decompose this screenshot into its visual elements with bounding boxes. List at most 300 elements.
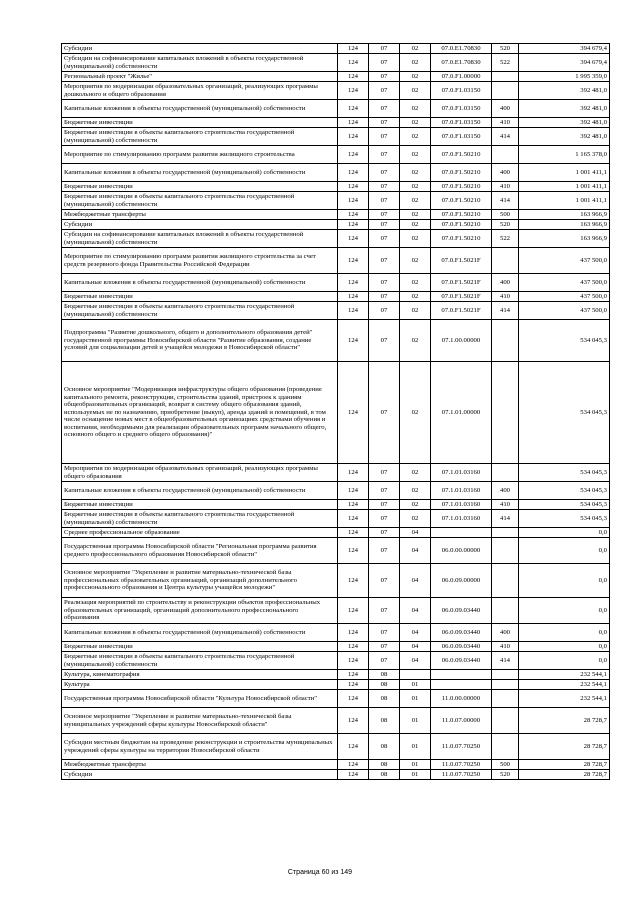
row-expense-type: 500 bbox=[492, 210, 519, 220]
row-target-code: 07.0.F1.50210 bbox=[431, 230, 492, 248]
row-name: Межбюджетные трансферты bbox=[62, 210, 338, 220]
row-subsection-code: 04 bbox=[400, 564, 431, 598]
row-section-code: 07 bbox=[369, 500, 400, 510]
row-expense-type: 414 bbox=[492, 302, 519, 320]
row-section-code: 07 bbox=[369, 362, 400, 464]
row-amount: 28 728,7 bbox=[519, 760, 610, 770]
row-section-code: 07 bbox=[369, 320, 400, 362]
row-amount: 1 001 411,1 bbox=[519, 182, 610, 192]
row-section-code: 08 bbox=[369, 690, 400, 708]
row-target-code: 07.0.F1.50210 bbox=[431, 192, 492, 210]
row-name: Региональный проект "Жилье" bbox=[62, 72, 338, 82]
row-amount: 534 045,3 bbox=[519, 500, 610, 510]
row-subsection-code: 02 bbox=[400, 362, 431, 464]
row-ministry-code: 124 bbox=[338, 642, 369, 652]
row-expense-type bbox=[492, 72, 519, 82]
row-amount: 1 001 411,1 bbox=[519, 192, 610, 210]
row-expense-type bbox=[492, 248, 519, 274]
row-section-code: 08 bbox=[369, 708, 400, 734]
row-target-code: 07.0.F1.50210 bbox=[431, 146, 492, 164]
row-ministry-code: 124 bbox=[338, 220, 369, 230]
row-ministry-code: 124 bbox=[338, 210, 369, 220]
row-section-code: 08 bbox=[369, 734, 400, 760]
row-ministry-code: 124 bbox=[338, 528, 369, 538]
row-name: Капитальные вложения в объекты государственной (муниципальной) собственности bbox=[62, 624, 338, 642]
row-section-code: 07 bbox=[369, 54, 400, 72]
table-row bbox=[62, 230, 610, 248]
row-target-code: 06.0.09.03440 bbox=[431, 652, 492, 670]
row-name: Подпрограмма "Развитие дошкольного, общего и дополнительного образования детей" государственной программы Новосибирской области "Развитие образования, создание условий для социализации детей и учащейся молодежи в Новосибирской области" bbox=[62, 320, 338, 362]
row-amount: 28 728,7 bbox=[519, 734, 610, 760]
row-name: Основное мероприятие "Укрепление и развитие материально-технической базы профессиональных образовательных организаций, организаций дополнительного профессионального образования и Центра культуры учащейся молодежи" bbox=[62, 564, 338, 598]
row-subsection-code: 04 bbox=[400, 538, 431, 564]
row-name: Бюджетные инвестиции в объекты капитального строительства государственной (муниципальной) собственности bbox=[62, 302, 338, 320]
row-ministry-code: 124 bbox=[338, 128, 369, 146]
row-expense-type: 522 bbox=[492, 54, 519, 72]
row-target-code: 07.1.01.03160 bbox=[431, 500, 492, 510]
row-target-code: 11.0.07.00000 bbox=[431, 708, 492, 734]
row-name: Культура bbox=[62, 680, 338, 690]
row-target-code: 07.0.F1.00000 bbox=[431, 72, 492, 82]
row-amount: 392 481,0 bbox=[519, 128, 610, 146]
row-amount: 232 544,1 bbox=[519, 690, 610, 708]
row-target-code: 06.0.00.00000 bbox=[431, 538, 492, 564]
row-subsection-code: 02 bbox=[400, 192, 431, 210]
table-row bbox=[62, 760, 610, 770]
row-name: Государственная программа Новосибирской области "Культура Новосибирской области" bbox=[62, 690, 338, 708]
row-target-code: 06.0.09.03440 bbox=[431, 624, 492, 642]
row-ministry-code: 124 bbox=[338, 54, 369, 72]
row-expense-type: 400 bbox=[492, 100, 519, 118]
budget-table bbox=[61, 43, 610, 780]
row-expense-type bbox=[492, 680, 519, 690]
row-name: Реализация мероприятий по строительству и реконструкции объектов профессиональных образовательных организаций, организаций дополнительного профессионального образования bbox=[62, 598, 338, 624]
row-amount: 534 045,3 bbox=[519, 482, 610, 500]
row-name: Мероприятия по модернизации образовательных организаций, реализующих программы дошкольного и общего образования bbox=[62, 82, 338, 100]
row-ministry-code: 124 bbox=[338, 690, 369, 708]
table-row bbox=[62, 192, 610, 210]
row-expense-type: 414 bbox=[492, 192, 519, 210]
row-amount: 437 500,0 bbox=[519, 248, 610, 274]
row-ministry-code: 124 bbox=[338, 44, 369, 54]
row-expense-type bbox=[492, 82, 519, 100]
row-target-code: 07.0.E1.70830 bbox=[431, 54, 492, 72]
row-name: Бюджетные инвестиции bbox=[62, 118, 338, 128]
row-section-code: 07 bbox=[369, 192, 400, 210]
row-amount: 0,0 bbox=[519, 564, 610, 598]
row-ministry-code: 124 bbox=[338, 230, 369, 248]
row-subsection-code: 02 bbox=[400, 482, 431, 500]
row-expense-type bbox=[492, 708, 519, 734]
row-ministry-code: 124 bbox=[338, 734, 369, 760]
table-row bbox=[62, 182, 610, 192]
row-name: Бюджетные инвестиции bbox=[62, 642, 338, 652]
row-section-code: 07 bbox=[369, 164, 400, 182]
table-row bbox=[62, 500, 610, 510]
row-subsection-code: 02 bbox=[400, 510, 431, 528]
table-row bbox=[62, 770, 610, 780]
row-name: Бюджетные инвестиции в объекты капитального строительства государственной (муниципальной) собственности bbox=[62, 192, 338, 210]
table-row bbox=[62, 624, 610, 642]
row-amount: 1 001 411,1 bbox=[519, 164, 610, 182]
row-subsection-code: 02 bbox=[400, 72, 431, 82]
row-subsection-code: 02 bbox=[400, 182, 431, 192]
row-subsection-code: 02 bbox=[400, 274, 431, 292]
row-amount: 437 500,0 bbox=[519, 302, 610, 320]
row-target-code: 07.1.01.03160 bbox=[431, 510, 492, 528]
row-subsection-code: 02 bbox=[400, 230, 431, 248]
table-row bbox=[62, 100, 610, 118]
row-section-code: 07 bbox=[369, 464, 400, 482]
row-target-code: 07.0.F1.03150 bbox=[431, 100, 492, 118]
row-ministry-code: 124 bbox=[338, 482, 369, 500]
row-target-code: 07.0.F1.50210 bbox=[431, 182, 492, 192]
row-subsection-code: 01 bbox=[400, 690, 431, 708]
row-expense-type: 410 bbox=[492, 642, 519, 652]
row-target-code: 06.0.09.03440 bbox=[431, 642, 492, 652]
table-row bbox=[62, 642, 610, 652]
row-name: Субсидии на софинансирование капитальных вложений в объекты государственной (муниципальной) собственности bbox=[62, 230, 338, 248]
row-name: Субсидии bbox=[62, 44, 338, 54]
row-amount: 437 500,0 bbox=[519, 274, 610, 292]
row-expense-type: 400 bbox=[492, 482, 519, 500]
table-row bbox=[62, 362, 610, 464]
row-target-code: 07.1.00.00000 bbox=[431, 320, 492, 362]
table-row bbox=[62, 82, 610, 100]
row-subsection-code: 01 bbox=[400, 708, 431, 734]
row-section-code: 08 bbox=[369, 680, 400, 690]
table-row bbox=[62, 652, 610, 670]
table-row bbox=[62, 164, 610, 182]
table-body bbox=[62, 44, 610, 780]
row-name: Бюджетные инвестиции bbox=[62, 292, 338, 302]
row-name: Капитальные вложения в объекты государственной (муниципальной) собственности bbox=[62, 482, 338, 500]
row-section-code: 07 bbox=[369, 598, 400, 624]
row-expense-type bbox=[492, 528, 519, 538]
row-subsection-code: 02 bbox=[400, 220, 431, 230]
row-ministry-code: 124 bbox=[338, 760, 369, 770]
row-expense-type bbox=[492, 464, 519, 482]
row-section-code: 07 bbox=[369, 292, 400, 302]
row-section-code: 07 bbox=[369, 210, 400, 220]
row-subsection-code: 02 bbox=[400, 320, 431, 362]
row-section-code: 08 bbox=[369, 670, 400, 680]
table-row bbox=[62, 464, 610, 482]
row-section-code: 07 bbox=[369, 652, 400, 670]
row-name: Капитальные вложения в объекты государственной (муниципальной) собственности bbox=[62, 100, 338, 118]
row-expense-type: 520 bbox=[492, 770, 519, 780]
row-ministry-code: 124 bbox=[338, 362, 369, 464]
table-row bbox=[62, 248, 610, 274]
row-section-code: 07 bbox=[369, 44, 400, 54]
row-amount: 28 728,7 bbox=[519, 770, 610, 780]
row-name: Субсидии на софинансирование капитальных вложений в объекты государственной (муниципальной) собственности bbox=[62, 54, 338, 72]
row-subsection-code: 04 bbox=[400, 642, 431, 652]
row-ministry-code: 124 bbox=[338, 708, 369, 734]
row-expense-type bbox=[492, 598, 519, 624]
table-row bbox=[62, 564, 610, 598]
row-name: Основное мероприятие "Укрепление и развитие материально-технической базы муниципальных учреждений сферы культуры Новосибирской области" bbox=[62, 708, 338, 734]
row-target-code bbox=[431, 680, 492, 690]
row-target-code: 07.0.F1.03150 bbox=[431, 118, 492, 128]
row-amount: 437 500,0 bbox=[519, 292, 610, 302]
row-subsection-code: 01 bbox=[400, 760, 431, 770]
row-amount: 1 165 378,0 bbox=[519, 146, 610, 164]
row-subsection-code: 02 bbox=[400, 100, 431, 118]
row-expense-type bbox=[492, 320, 519, 362]
row-expense-type: 410 bbox=[492, 500, 519, 510]
row-ministry-code: 124 bbox=[338, 72, 369, 82]
row-target-code: 07.0.F1.50210 bbox=[431, 220, 492, 230]
row-section-code: 08 bbox=[369, 770, 400, 780]
row-target-code: 07.0.E1.70830 bbox=[431, 44, 492, 54]
row-amount: 0,0 bbox=[519, 598, 610, 624]
row-target-code: 07.1.01.03160 bbox=[431, 482, 492, 500]
row-subsection-code: 02 bbox=[400, 54, 431, 72]
table-row bbox=[62, 598, 610, 624]
row-amount: 394 679,4 bbox=[519, 44, 610, 54]
row-amount: 28 728,7 bbox=[519, 708, 610, 734]
table-row bbox=[62, 72, 610, 82]
row-expense-type: 500 bbox=[492, 760, 519, 770]
row-section-code: 07 bbox=[369, 538, 400, 564]
row-amount: 163 966,9 bbox=[519, 210, 610, 220]
row-section-code: 07 bbox=[369, 220, 400, 230]
row-expense-type: 414 bbox=[492, 128, 519, 146]
row-ministry-code: 124 bbox=[338, 500, 369, 510]
row-section-code: 07 bbox=[369, 642, 400, 652]
table-row bbox=[62, 44, 610, 54]
row-expense-type bbox=[492, 564, 519, 598]
row-amount: 1 995 359,0 bbox=[519, 72, 610, 82]
row-section-code: 07 bbox=[369, 482, 400, 500]
row-ministry-code: 124 bbox=[338, 670, 369, 680]
row-name: Основное мероприятие "Модернизация инфраструктуры общего образования (проведение капитального ремонта, реконструкции, строительства зданий, пристроек к зданиям общеобразовательных организаций, возврат в систему общего образования зданий, используемых не по назначению, приобретение (выкуп), аренда зданий и помещений, в том числе оснащение новых мест в общеобразовательных организациях средствами обучения и воспитания, необходимыми для реализации образовательных программ начального общего, основного общего и среднего общего образования)" bbox=[62, 362, 338, 464]
row-subsection-code: 02 bbox=[400, 464, 431, 482]
row-amount: 0,0 bbox=[519, 652, 610, 670]
row-ministry-code: 124 bbox=[338, 292, 369, 302]
row-ministry-code: 124 bbox=[338, 274, 369, 292]
row-section-code: 07 bbox=[369, 118, 400, 128]
row-name: Субсидии bbox=[62, 770, 338, 780]
row-expense-type bbox=[492, 690, 519, 708]
table-row bbox=[62, 690, 610, 708]
row-expense-type bbox=[492, 538, 519, 564]
table-row bbox=[62, 482, 610, 500]
row-expense-type bbox=[492, 670, 519, 680]
row-name: Бюджетные инвестиции в объекты капитального строительства государственной (муниципальной) собственности bbox=[62, 510, 338, 528]
row-name: Капитальные вложения в объекты государственной (муниципальной) собственности bbox=[62, 164, 338, 182]
row-subsection-code: 01 bbox=[400, 734, 431, 760]
row-ministry-code: 124 bbox=[338, 680, 369, 690]
row-amount: 392 481,0 bbox=[519, 100, 610, 118]
row-target-code: 11.0.00.00000 bbox=[431, 690, 492, 708]
row-amount: 163 966,9 bbox=[519, 220, 610, 230]
row-name: Субсидии bbox=[62, 220, 338, 230]
row-ministry-code: 124 bbox=[338, 192, 369, 210]
row-amount: 232 544,1 bbox=[519, 680, 610, 690]
row-amount: 534 045,3 bbox=[519, 464, 610, 482]
row-target-code: 07.1.01.00000 bbox=[431, 362, 492, 464]
row-amount: 534 045,3 bbox=[519, 510, 610, 528]
row-name: Среднее профессиональное образование bbox=[62, 528, 338, 538]
row-target-code: 11.0.07.70250 bbox=[431, 760, 492, 770]
row-section-code: 07 bbox=[369, 146, 400, 164]
row-expense-type: 410 bbox=[492, 182, 519, 192]
row-ministry-code: 124 bbox=[338, 100, 369, 118]
row-target-code: 06.0.09.03440 bbox=[431, 598, 492, 624]
row-target-code bbox=[431, 670, 492, 680]
row-expense-type: 522 bbox=[492, 230, 519, 248]
row-target-code: 11.0.07.70250 bbox=[431, 734, 492, 760]
row-name: Субсидии местным бюджетам на проведение реконструкции и строительства муниципальных учреждений сферы культуры на территории Новосибирской области bbox=[62, 734, 338, 760]
row-amount: 163 966,9 bbox=[519, 230, 610, 248]
row-section-code: 07 bbox=[369, 82, 400, 100]
row-target-code: 07.0.F1.5021F bbox=[431, 302, 492, 320]
table-row bbox=[62, 734, 610, 760]
table-row bbox=[62, 292, 610, 302]
row-expense-type: 410 bbox=[492, 292, 519, 302]
table-row bbox=[62, 274, 610, 292]
table-row bbox=[62, 538, 610, 564]
row-name: Бюджетные инвестиции bbox=[62, 182, 338, 192]
row-name: Мероприятия по модернизации образовательных организаций, реализующих программы общего образования bbox=[62, 464, 338, 482]
row-target-code: 07.0.F1.03150 bbox=[431, 128, 492, 146]
row-expense-type bbox=[492, 146, 519, 164]
row-target-code: 07.0.F1.5021F bbox=[431, 292, 492, 302]
row-target-code: 07.0.F1.50210 bbox=[431, 210, 492, 220]
row-section-code: 07 bbox=[369, 182, 400, 192]
row-subsection-code bbox=[400, 670, 431, 680]
row-name: Государственная программа Новосибирской области "Региональная программа развития среднего профессионального образования Новосибирской области" bbox=[62, 538, 338, 564]
row-amount: 394 679,4 bbox=[519, 54, 610, 72]
row-name: Культура, кинематография bbox=[62, 670, 338, 680]
row-section-code: 07 bbox=[369, 248, 400, 274]
row-section-code: 07 bbox=[369, 128, 400, 146]
row-expense-type: 520 bbox=[492, 220, 519, 230]
row-section-code: 07 bbox=[369, 302, 400, 320]
row-name: Бюджетные инвестиции bbox=[62, 500, 338, 510]
row-expense-type: 400 bbox=[492, 164, 519, 182]
page-footer: Страница 60 из 149 bbox=[287, 869, 353, 876]
row-subsection-code: 02 bbox=[400, 44, 431, 54]
row-name: Бюджетные инвестиции в объекты капитального строительства государственной (муниципальной) собственности bbox=[62, 652, 338, 670]
row-subsection-code: 02 bbox=[400, 292, 431, 302]
row-ministry-code: 124 bbox=[338, 146, 369, 164]
row-subsection-code: 02 bbox=[400, 146, 431, 164]
row-ministry-code: 124 bbox=[338, 302, 369, 320]
row-subsection-code: 04 bbox=[400, 624, 431, 642]
row-ministry-code: 124 bbox=[338, 248, 369, 274]
row-name: Бюджетные инвестиции в объекты капитального строительства государственной (муниципальной) собственности bbox=[62, 128, 338, 146]
row-section-code: 07 bbox=[369, 510, 400, 528]
row-ministry-code: 124 bbox=[338, 510, 369, 528]
table-row bbox=[62, 210, 610, 220]
row-amount: 0,0 bbox=[519, 528, 610, 538]
row-subsection-code: 02 bbox=[400, 302, 431, 320]
row-amount: 534 045,3 bbox=[519, 320, 610, 362]
row-name: Мероприятие по стимулированию программ развития жилищного строительства bbox=[62, 146, 338, 164]
row-expense-type: 520 bbox=[492, 44, 519, 54]
table-row bbox=[62, 146, 610, 164]
table-row bbox=[62, 220, 610, 230]
row-amount: 392 481,0 bbox=[519, 82, 610, 100]
row-subsection-code: 02 bbox=[400, 248, 431, 274]
document-page bbox=[61, 43, 609, 780]
row-amount: 0,0 bbox=[519, 538, 610, 564]
row-expense-type: 414 bbox=[492, 510, 519, 528]
row-subsection-code: 02 bbox=[400, 82, 431, 100]
row-ministry-code: 124 bbox=[338, 538, 369, 564]
row-subsection-code: 04 bbox=[400, 652, 431, 670]
table-row bbox=[62, 670, 610, 680]
row-amount: 534 045,3 bbox=[519, 362, 610, 464]
row-section-code: 07 bbox=[369, 528, 400, 538]
row-name: Капитальные вложения в объекты государственной (муниципальной) собственности bbox=[62, 274, 338, 292]
row-target-code: 11.0.07.70250 bbox=[431, 770, 492, 780]
table-row bbox=[62, 118, 610, 128]
row-subsection-code: 04 bbox=[400, 528, 431, 538]
row-subsection-code: 02 bbox=[400, 118, 431, 128]
table-row bbox=[62, 510, 610, 528]
row-ministry-code: 124 bbox=[338, 320, 369, 362]
row-amount: 0,0 bbox=[519, 642, 610, 652]
row-ministry-code: 124 bbox=[338, 118, 369, 128]
row-section-code: 07 bbox=[369, 564, 400, 598]
row-ministry-code: 124 bbox=[338, 624, 369, 642]
row-ministry-code: 124 bbox=[338, 770, 369, 780]
row-ministry-code: 124 bbox=[338, 564, 369, 598]
row-target-code bbox=[431, 528, 492, 538]
row-subsection-code: 04 bbox=[400, 598, 431, 624]
row-section-code: 07 bbox=[369, 230, 400, 248]
row-expense-type bbox=[492, 362, 519, 464]
row-target-code: 07.0.F1.5021F bbox=[431, 274, 492, 292]
row-target-code: 07.1.01.03160 bbox=[431, 464, 492, 482]
row-ministry-code: 124 bbox=[338, 164, 369, 182]
row-section-code: 07 bbox=[369, 624, 400, 642]
row-expense-type: 400 bbox=[492, 624, 519, 642]
row-target-code: 06.0.09.00000 bbox=[431, 564, 492, 598]
row-subsection-code: 02 bbox=[400, 500, 431, 510]
row-subsection-code: 02 bbox=[400, 164, 431, 182]
row-amount: 232 544,1 bbox=[519, 670, 610, 680]
row-ministry-code: 124 bbox=[338, 182, 369, 192]
row-section-code: 07 bbox=[369, 100, 400, 118]
row-subsection-code: 01 bbox=[400, 680, 431, 690]
row-ministry-code: 124 bbox=[338, 464, 369, 482]
row-ministry-code: 124 bbox=[338, 82, 369, 100]
table-row bbox=[62, 708, 610, 734]
row-section-code: 07 bbox=[369, 274, 400, 292]
row-expense-type bbox=[492, 734, 519, 760]
row-expense-type: 410 bbox=[492, 118, 519, 128]
table-row bbox=[62, 54, 610, 72]
row-target-code: 07.0.F1.03150 bbox=[431, 82, 492, 100]
row-target-code: 07.0.F1.50210 bbox=[431, 164, 492, 182]
row-subsection-code: 02 bbox=[400, 128, 431, 146]
row-ministry-code: 124 bbox=[338, 652, 369, 670]
table-row bbox=[62, 680, 610, 690]
row-expense-type: 400 bbox=[492, 274, 519, 292]
row-ministry-code: 124 bbox=[338, 598, 369, 624]
table-row bbox=[62, 528, 610, 538]
row-name: Мероприятие по стимулированию программ развития жилищного строительства за счет средств резервного фонда Правительства Российской Федерации bbox=[62, 248, 338, 274]
table-row bbox=[62, 302, 610, 320]
row-target-code: 07.0.F1.5021F bbox=[431, 248, 492, 274]
row-section-code: 08 bbox=[369, 760, 400, 770]
row-amount: 392 481,0 bbox=[519, 118, 610, 128]
